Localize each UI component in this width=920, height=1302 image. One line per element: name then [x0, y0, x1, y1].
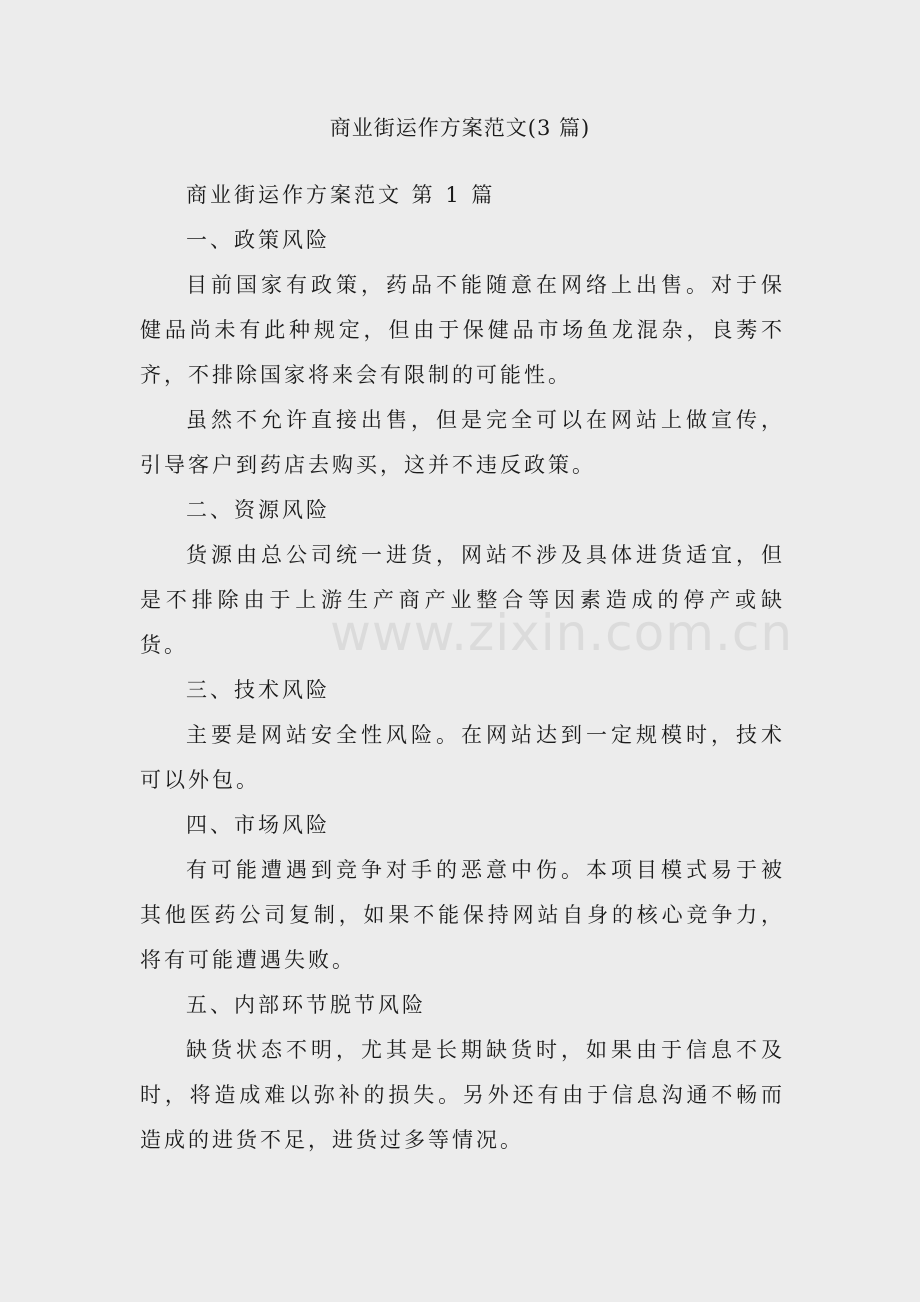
document-body: [140, 173, 785, 1163]
section-heading-internal-risk: 五、内部环节脱节风险: [186, 993, 426, 1017]
paragraph-policy-risk-2: 虽然不允许直接出售，但是完全可以在网站上做宣传，引导客户到药店去购买，这并不违反政策。: [140, 408, 785, 477]
paragraph-policy-risk-1: 目前国家有政策，药品不能随意在网络上出售。对于保健品尚未有此种规定，但由于保健品市场鱼龙混杂，良莠不齐，不排除国家将来会有限制的可能性。: [140, 273, 785, 387]
section-heading-market-risk: 四、市场风险: [186, 813, 330, 837]
paragraph-resource-risk: 货源由总公司统一进货，网站不涉及具体进货适宜，但是不排除由于上游生产商产业整合等因素造成的停产或缺货。: [140, 543, 785, 657]
document-title: 商业街运作方案范文(3 篇): [329, 116, 591, 140]
section-heading-policy-risk: 一、政策风险: [186, 228, 330, 252]
section-heading-technical-risk: 三、技术风险: [186, 678, 330, 702]
section-heading-part-1: 商业街运作方案范文 第 1 篇: [186, 183, 496, 207]
paragraph-internal-risk: 缺货状态不明，尤其是长期缺货时，如果由于信息不及时，将造成难以弥补的损失。另外还有由于信息沟通不畅而造成的进货不足，进货过多等情况。: [140, 1038, 785, 1152]
watermark: www.zixin.com.cn: [330, 604, 794, 662]
section-heading-resource-risk: 二、资源风险: [186, 498, 330, 522]
paragraph-technical-risk: 主要是网站安全性风险。在网站达到一定规模时，技术可以外包。: [140, 723, 785, 792]
paragraph-market-risk: 有可能遭遇到竞争对手的恶意中伤。本项目模式易于被其他医药公司复制，如果不能保持网站自身的核心竞争力，将有可能遭遇失败。: [140, 858, 785, 972]
